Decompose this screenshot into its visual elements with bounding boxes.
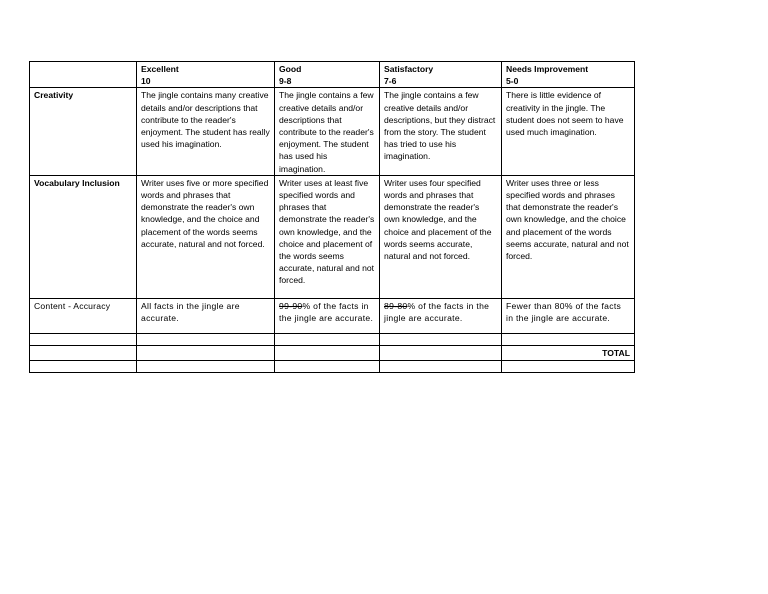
criterion-vocabulary: Vocabulary Inclusion xyxy=(30,175,137,298)
accuracy-satisfactory-text: % of the facts in the jingle are accurate. xyxy=(384,300,490,324)
accuracy-good-cell xyxy=(275,298,380,333)
empty-cell xyxy=(30,360,137,372)
empty-cell xyxy=(275,360,380,372)
vocabulary-satisfactory-cell: Writer uses four specified words and phrases that demonstrate the reader's own knowledge, and the choice and placement of the words seems accurate, natural and not forced. xyxy=(380,175,502,298)
vocabulary-good-cell: Writer uses at least five specified words and phrases that demonstrate the reader's own knowledge, and the choice and placement of the words seems accurate, natural and not forced. xyxy=(275,175,380,298)
creativity-good-cell: The jingle contains a few creative details and/or descriptions that contribute to the reader's enjoyment. The student has used his imagination. xyxy=(275,88,380,175)
accuracy-needs-cell: Fewer than 80% of the facts in the jingle are accurate. xyxy=(502,298,635,333)
creativity-row xyxy=(30,88,635,175)
criterion-creativity: Creativity xyxy=(30,88,137,175)
creativity-satisfactory-cell: The jingle contains a few creative details and/or descriptions, but they distract from the story. The student has tried to use his imagination. xyxy=(380,88,502,175)
accuracy-satisfactory-cell xyxy=(380,298,502,333)
accuracy-satisfactory-range: 89-80 xyxy=(384,300,408,311)
empty-cell xyxy=(137,333,275,345)
empty-cell xyxy=(275,345,380,360)
empty-row xyxy=(30,333,635,345)
header-row xyxy=(30,62,635,88)
vocabulary-excellent-cell: Writer uses five or more specified words and phrases that demonstrate the reader's own knowledge, and the choice and placement of the words seems accurate, natural and not forced. xyxy=(137,175,275,298)
empty-cell xyxy=(380,345,502,360)
total-row xyxy=(30,345,635,360)
empty-cell xyxy=(380,360,502,372)
header-empty-cell xyxy=(30,62,137,88)
rubric-table xyxy=(29,61,635,373)
total-label: TOTAL xyxy=(502,345,635,360)
empty-cell xyxy=(275,333,380,345)
creativity-needs-cell: There is little evidence of creativity in the jingle. The student does not seem to have used much imagination. xyxy=(502,88,635,175)
header-good: Good 9-8 xyxy=(275,62,380,88)
creativity-excellent-cell: The jingle contains many creative details and/or descriptions that contribute to the reader's enjoyment. The student has really used his imagination. xyxy=(137,88,275,175)
accuracy-good-range: 99-90 xyxy=(279,300,303,311)
empty-cell xyxy=(380,333,502,345)
empty-cell xyxy=(30,333,137,345)
criterion-accuracy: Content - Accuracy xyxy=(30,298,137,333)
header-excellent: Excellent 10 xyxy=(137,62,275,88)
empty-cell xyxy=(137,360,275,372)
header-needs-improvement: Needs Improvement 5-0 xyxy=(502,62,635,88)
accuracy-excellent-cell: All facts in the jingle are accurate. xyxy=(137,298,275,333)
empty-cell xyxy=(502,333,635,345)
header-satisfactory: Satisfactory 7-6 xyxy=(380,62,502,88)
empty-cell xyxy=(137,345,275,360)
empty-cell xyxy=(502,360,635,372)
vocabulary-row xyxy=(30,175,635,298)
accuracy-row xyxy=(30,298,635,333)
accuracy-good-text: % of the facts in the jingle are accurate. xyxy=(279,300,374,324)
vocabulary-needs-cell: Writer uses three or less specified words and phrases that demonstrate the reader's own knowledge, and the choice and placement of the words seems accurate, natural and not forced. xyxy=(502,175,635,298)
empty-cell xyxy=(30,345,137,360)
empty-row xyxy=(30,360,635,372)
